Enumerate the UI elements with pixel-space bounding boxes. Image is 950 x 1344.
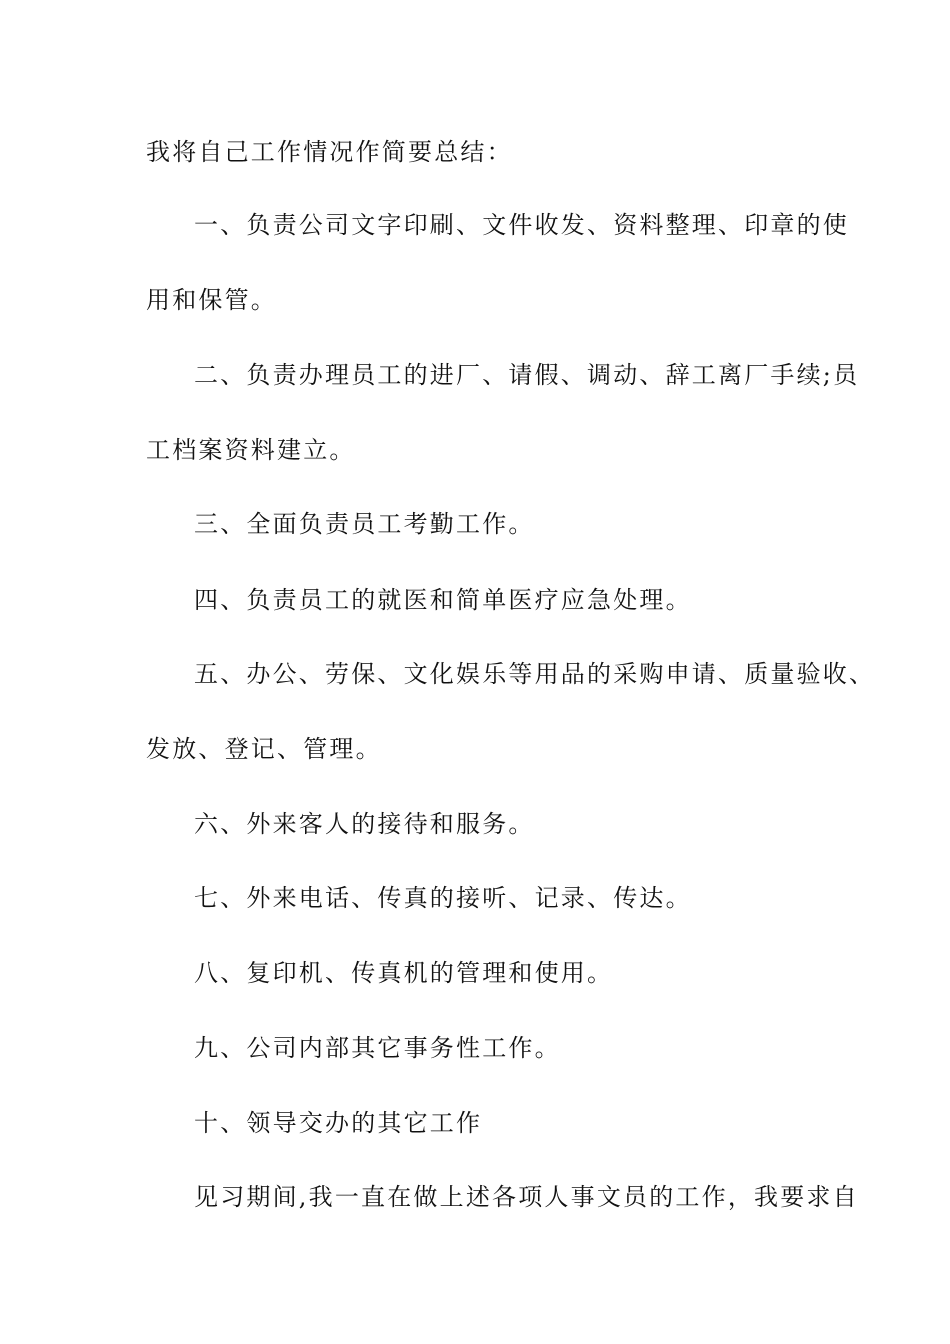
item-5-line-1: 五、办公、劳保、文化娱乐等用品的采购申请、质量验收、 (194, 660, 876, 688)
item-5-line-2: 发放、登记、管理。 (146, 735, 382, 763)
intro-line: 我将自己工作情况作简要总结： (146, 138, 513, 166)
item-1-line-2: 用和保管。 (146, 286, 277, 314)
item-7-line: 七、外来电话、传真的接听、记录、传达。 (194, 884, 692, 912)
item-2-line-2: 工档案资料建立。 (146, 436, 356, 464)
item-9-line: 九、公司内部其它事务性工作。 (194, 1034, 561, 1062)
closing-paragraph-line: 见习期间,我一直在做上述各项人事文员的工作，我要求自 (194, 1183, 859, 1211)
item-4-line: 四、负责员工的就医和简单医疗应急处理。 (194, 586, 692, 614)
item-2-line-1: 二、负责办理员工的进厂、请假、调动、辞工离厂手续;员 (194, 361, 860, 389)
item-1-line-1: 一、负责公司文字印刷、文件收发、资料整理、印章的使 (194, 211, 849, 239)
item-6-line: 六、外来客人的接待和服务。 (194, 810, 535, 838)
item-8-line: 八、复印机、传真机的管理和使用。 (194, 959, 614, 987)
item-3-line: 三、全面负责员工考勤工作。 (194, 510, 535, 538)
item-10-line: 十、领导交办的其它工作 (194, 1109, 483, 1137)
